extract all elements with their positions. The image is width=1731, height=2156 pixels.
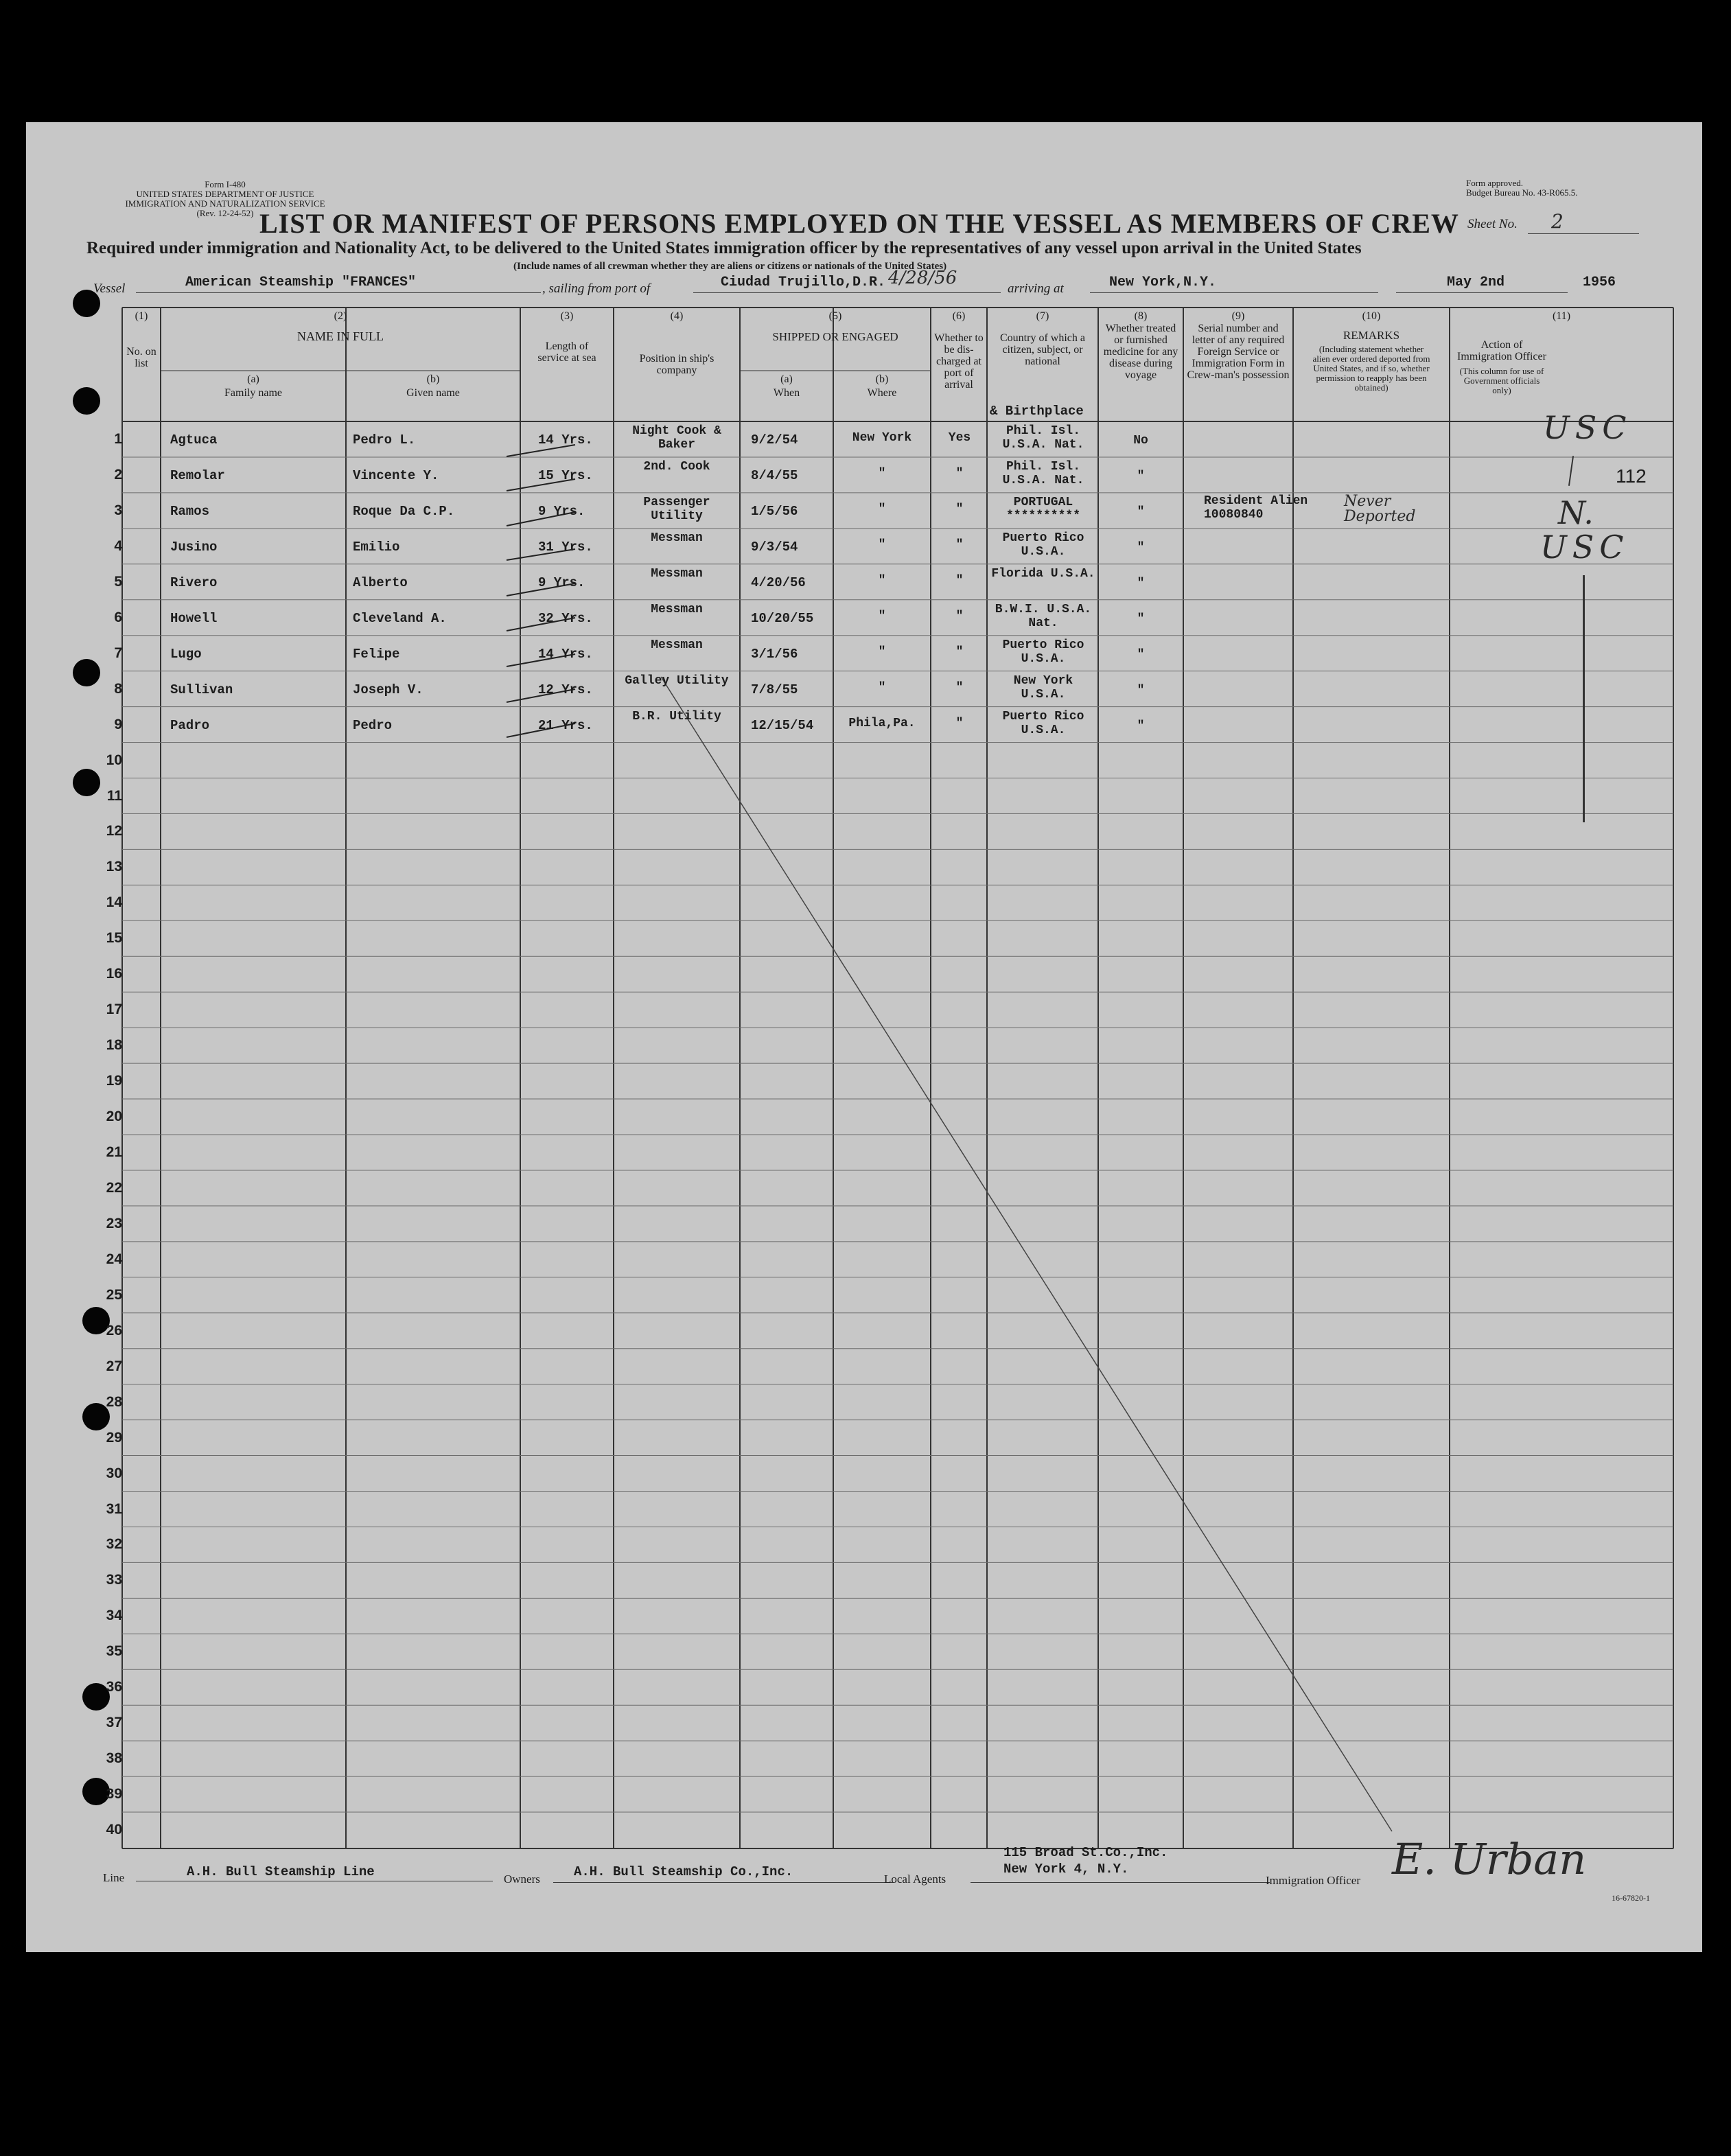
line-label: Line [103,1871,125,1884]
crew-given-name: Cleveland A. [353,610,447,626]
local-agents-label: Local Agents [884,1873,946,1886]
revision-date: (Rev. 12-24-52) [196,208,254,218]
vessel-name: American Steamship "FRANCES" [185,275,417,290]
crew-shipped-when: 9/2/54 [751,432,798,448]
row-number: 29 [106,1429,122,1446]
col-number: (5) [828,310,842,322]
header-when: When [773,387,800,399]
row-number: 37 [106,1715,122,1731]
row-number: 25 [106,1286,122,1303]
margin-number: 112 [1616,465,1647,487]
crew-length-of-service: 14 Yrs. [538,646,593,662]
header-serial: Serial number and letter of any required Foreign Service or Immigration Form in Crew-man's possession [1187,323,1290,381]
row-number: 23 [106,1215,122,1231]
col-number: (1) [135,310,148,322]
row-number: 18 [106,1037,122,1054]
immigration-officer-signature: E. Urban [1392,1834,1587,1884]
crew-position: 2nd. Cook [643,459,710,474]
row-number: 5 [114,573,122,590]
crew-discharged: " [955,573,964,588]
col-number: (9) [1231,310,1245,322]
owners-name: A.H. Bull Steamship Co.,Inc. [574,1864,793,1879]
crew-country: PORTUGAL ********** [1006,495,1081,523]
crew-discharged: " [955,466,964,480]
row-number: 40 [106,1822,122,1838]
header-disease: Whether treated or furnished medicine for any disease during voyage [1103,323,1178,381]
crew-country: Phil. Isl. U.S.A. Nat. [1002,424,1084,452]
manifest-paper [26,122,1702,1952]
owners-label: Owners [504,1873,540,1886]
action-usc-row4: USC [1540,529,1629,566]
row-number: 26 [106,1322,122,1338]
row-number: 2 [114,466,122,483]
col-number: (4) [670,310,684,322]
header-a: (a) [780,373,793,385]
crew-length-of-service: 9 Yrs. [538,503,585,519]
vessel-label: Vessel [93,281,126,296]
header-a: (a) [247,373,259,385]
crew-shipped-where: " [878,680,886,695]
crew-shipped-when: 9/3/54 [751,539,798,555]
crew-shipped-when: 7/8/55 [751,682,798,697]
sailing-port: Ciudad Trujillo,D.R. [721,275,886,290]
page-title: LIST OR MANIFEST OF PERSONS EMPLOYED ON THE VESSEL AS MEMBERS OF CREW [259,208,1459,239]
form-approved: Form approved. [1466,178,1524,188]
row-number: 38 [106,1750,122,1767]
sailing-from-label: , sailing from port of [542,281,651,296]
row-number: 30 [106,1465,122,1481]
crew-country: Phil. Isl. U.S.A. Nat. [1002,459,1084,487]
crew-family-name: Padro [170,717,210,733]
row-number: 16 [106,966,122,982]
header-remarks-note: (Including statement whether alien ever ordered deported from United States, and if so, whether permission to reapply has been obtained) [1312,344,1430,393]
crew-shipped-where: " [878,466,886,480]
crew-shipped-when: 12/15/54 [751,717,814,733]
crew-country: Puerto Rico U.S.A. [1002,531,1084,559]
row-number: 9 [114,716,122,732]
crew-disease: " [1137,647,1145,662]
row-number: 21 [106,1144,122,1160]
header-birthplace: & Birthplace [990,404,1084,419]
arriving-label: arriving at [1008,281,1064,296]
row-number: 8 [114,680,122,697]
row-number: 20 [106,1109,122,1125]
crew-length-of-service: 21 Yrs. [538,717,593,733]
header-length-of-service: Length of service at sea [537,340,596,364]
row-number: 22 [106,1179,122,1196]
crew-discharged: " [955,680,964,695]
crew-position: Messman [651,566,703,581]
arriving-port: New York,N.Y. [1109,275,1217,290]
crew-position: B.R. Utility [632,709,721,723]
col-number: (10) [1362,310,1381,322]
arrival-year: 1956 [1583,275,1616,290]
crew-length-of-service: 9 Yrs. [538,575,585,590]
crew-given-name: Felipe [353,646,400,662]
crew-position: Galley Utility [625,673,729,688]
crew-family-name: Ramos [170,503,210,519]
row-number: 15 [106,930,122,947]
crew-length-of-service: 12 Yrs. [538,682,593,697]
action-ditto-line [1583,575,1585,822]
col-number: (2) [334,310,347,322]
row-number: 33 [106,1572,122,1588]
row-number: 17 [106,1001,122,1018]
header-family-name: Family name [224,387,282,399]
department-name: UNITED STATES DEPARTMENT OF JUSTICE [136,189,314,199]
header-remarks: REMARKS [1343,329,1400,342]
crew-family-name: Rivero [170,575,218,590]
subtitle: Required under immigration and Nationality Act, to be delivered to the United States immigration officer by the representatives of any vessel upon arrival in the United States [86,239,1362,257]
service-name: IMMIGRATION AND NATURALIZATION SERVICE [125,198,325,209]
crew-shipped-when: 10/20/55 [751,610,814,626]
crew-given-name: Emilio [353,539,400,555]
header-given-name: Given name [406,387,460,399]
crew-country: Puerto Rico U.S.A. [1002,709,1084,737]
row-number: 36 [106,1679,122,1695]
crew-disease: " [1137,683,1145,697]
sailing-date: 4/28/56 [888,268,957,288]
row-number: 24 [106,1251,122,1267]
crew-discharged: " [955,537,964,552]
row-number: 32 [106,1536,122,1553]
row-number: 39 [106,1786,122,1803]
sheet-no-label: Sheet No. [1467,217,1518,231]
crew-length-of-service: 31 Yrs. [538,539,593,555]
crew-shipped-where: Phila,Pa. [848,716,916,730]
arrival-month-day: May 2nd [1447,275,1505,290]
crew-given-name: Pedro L. [353,432,416,448]
header-where: Where [867,387,897,399]
crew-family-name: Remolar [170,467,225,483]
crew-shipped-when: 8/4/55 [751,467,798,483]
crew-discharged: " [955,502,964,516]
header-shipped-or-engaged: SHIPPED OR ENGAGED [772,330,898,343]
crew-disease: " [1137,576,1145,590]
crew-disease: " [1137,719,1145,733]
row-number: 10 [106,752,122,768]
row-number: 19 [106,1073,122,1089]
crew-discharged: " [955,645,964,659]
immigration-officer-label: Immigration Officer [1266,1874,1361,1887]
local-agents-line1: 115 Broad St.Co.,Inc. [1003,1845,1168,1860]
header-no-on-list: No. on list [126,346,156,369]
crew-position: Messman [651,602,703,616]
col-number: (6) [952,310,966,322]
action-usc-row1: USC [1543,409,1632,446]
header-b: (b) [875,373,889,385]
crew-given-name: Joseph V. [353,682,423,697]
crew-family-name: Lugo [170,646,202,662]
local-agents-line2: New York 4, N.Y. [1003,1862,1129,1877]
crew-shipped-where: " [878,537,886,552]
action-n-row3: N. [1558,494,1594,531]
crew-family-name: Jusino [170,539,218,555]
row-number: 34 [106,1608,122,1624]
row-number: 35 [106,1643,122,1660]
row-number: 13 [106,859,122,875]
row-number: 27 [106,1358,122,1374]
row-number: 4 [114,537,122,554]
crew-shipped-where: " [878,573,886,588]
crew-given-name: Alberto [353,575,408,590]
row-number: 6 [114,609,122,625]
header-position: Position in ship's company [639,353,715,376]
row-number: 31 [106,1500,122,1517]
crew-country: Puerto Rico U.S.A. [1002,638,1084,666]
header-country: Country of which a citizen, subject, or national [1000,332,1085,367]
crew-shipped-where: " [878,609,886,623]
row-number: 11 [106,787,122,804]
crew-given-name: Pedro [353,717,393,733]
crew-shipped-where: " [878,502,886,516]
crew-disease: No [1133,434,1148,448]
header-b: (b) [426,373,440,385]
form-number: Form I-480 [205,179,246,189]
crew-shipped-where: " [878,645,886,659]
row-number: 12 [106,823,122,839]
budget-bureau-no: Budget Bureau No. 43-R065.5. [1466,187,1578,198]
crew-shipped-where: New York [852,431,912,445]
crew-disease: " [1137,505,1145,519]
subtitle-note: (Include names of all crewman whether they are aliens or citizens or nationals of the United States) [513,261,947,272]
col-number: (11) [1552,310,1571,322]
crew-country: New York U.S.A. [1013,673,1073,702]
col-number: (3) [560,310,574,322]
header-action: Action of Immigration Officer [1457,339,1546,362]
crew-disease: " [1137,540,1145,555]
row-number: 3 [114,502,122,518]
crew-country: B.W.I. U.S.A. Nat. [995,602,1092,630]
header-name-in-full: NAME IN FULL [297,329,384,343]
row-number: 7 [114,645,122,661]
line-name: A.H. Bull Steamship Line [187,1864,375,1879]
crew-shipped-when: 4/20/56 [751,575,806,590]
crew-serial: Resident Alien 10080840 [1204,494,1308,522]
crew-position: Messman [651,638,703,652]
crew-position: Night Cook & Baker [632,424,721,452]
col-number: (7) [1036,310,1049,322]
row-number: 28 [106,1393,122,1410]
crew-position: Passenger Utility [643,495,710,523]
crew-family-name: Sullivan [170,682,233,697]
crew-shipped-when: 1/5/56 [751,503,798,519]
crew-length-of-service: 14 Yrs. [538,432,593,448]
crew-family-name: Agtuca [170,432,218,448]
sheet-number: 2 [1551,210,1564,233]
crew-shipped-when: 3/1/56 [751,646,798,662]
crew-country: Florida U.S.A. [991,566,1095,581]
crew-family-name: Howell [170,610,218,626]
crew-discharged: " [955,609,964,623]
col-number: (8) [1134,310,1148,322]
crew-length-of-service: 32 Yrs. [538,610,593,626]
crew-length-of-service: 15 Yrs. [538,467,593,483]
crew-position: Messman [651,531,703,545]
row-number: 1 [114,431,122,447]
crew-discharged: Yes [948,431,971,445]
crew-given-name: Vincente Y. [353,467,439,483]
crew-remarks: Never Deported [1344,492,1416,525]
header-action-note: (This column for use of Government officials only) [1459,366,1544,395]
row-number: 14 [106,894,122,911]
print-code: 16-67820-1 [1612,1893,1650,1903]
crew-disease: " [1137,469,1145,483]
crew-discharged: " [955,716,964,730]
crew-disease: " [1137,612,1145,626]
header-discharged: Whether to be dis-charged at port of arrival [934,332,984,391]
crew-given-name: Roque Da C.P. [353,503,455,519]
